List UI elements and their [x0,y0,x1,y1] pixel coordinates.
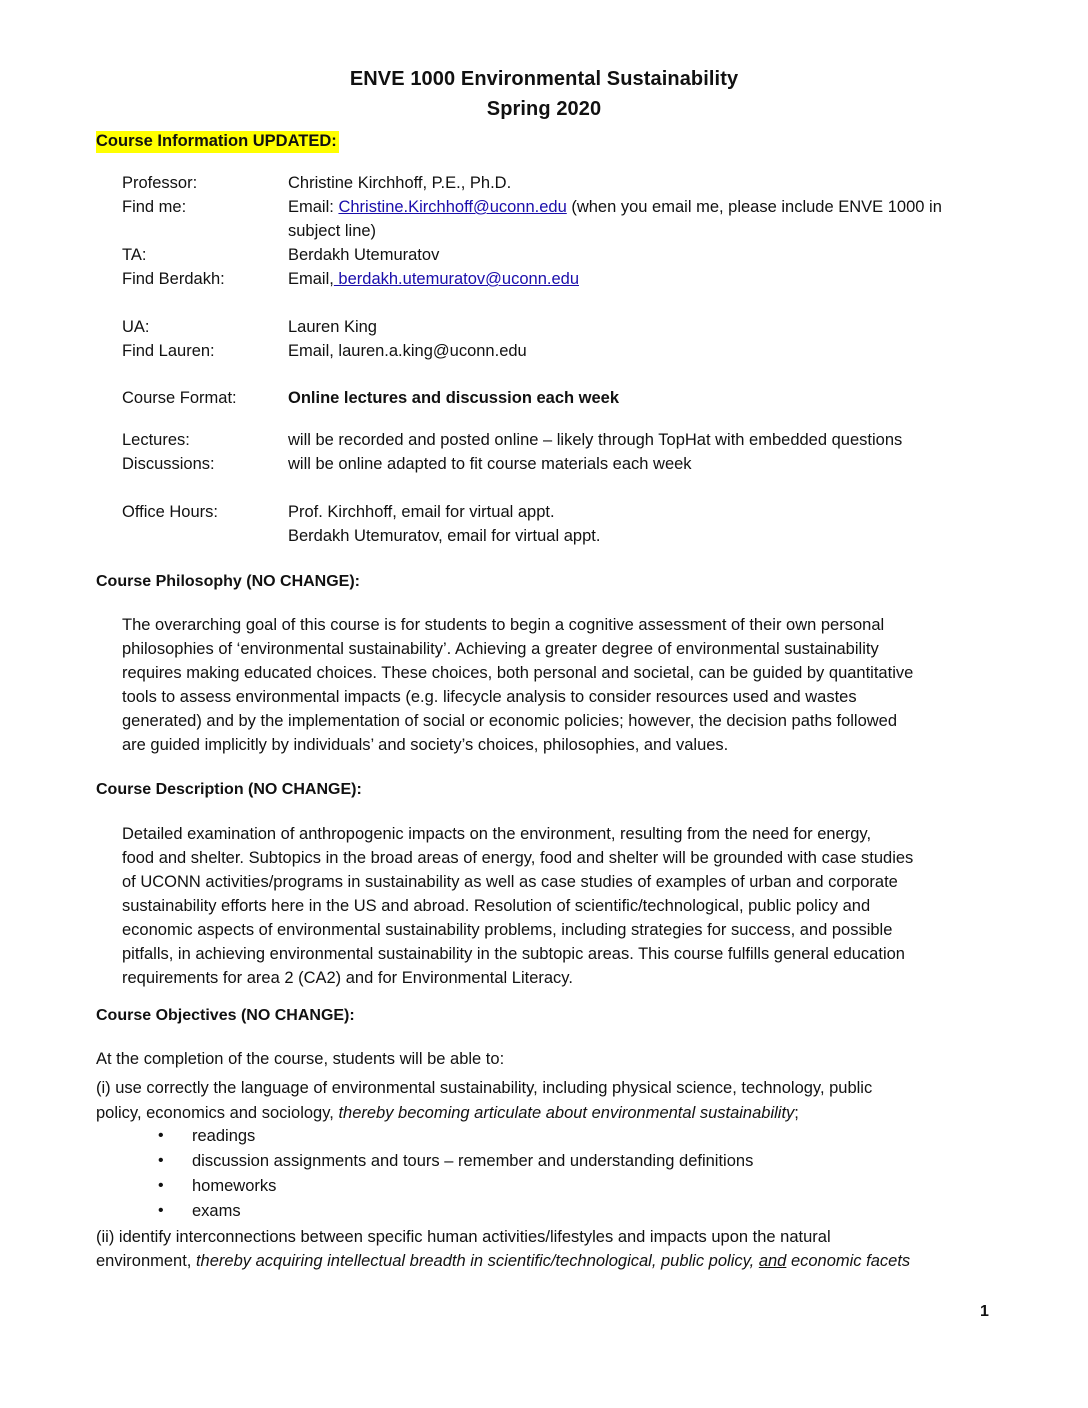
bullet-icon: • [158,1177,164,1194]
description-line: requirements for area 2 (CA2) and for Environmental Literacy. [122,969,573,987]
objective-1-text: policy, economics and sociology, [96,1104,339,1122]
course-format-label: Course Format: [122,389,237,407]
find-berdakh-value [288,268,579,290]
ta-label: TA: [122,246,147,264]
objective-1-line1: (i) use correctly the language of environmental sustainability, including physical science, technology, public [96,1079,873,1097]
philosophy-line: requires making educated choices. These choices, both personal and societal, can be guided by quantitative [122,664,914,682]
description-line: of UCONN activities/programs in sustainability as well as case studies of examples of urban and corporate [122,873,898,891]
find-berdakh-label: Find Berdakh: [122,270,225,288]
objective-1-bullet: discussion assignments and tours – remember and understanding definitions [192,1152,754,1170]
find-me-value [288,196,942,218]
objective-1-bullet: readings [192,1127,256,1145]
objective-2-text: environment, [96,1252,196,1270]
objective-2-line1: (ii) identify interconnections between specific human activities/lifestyles and impacts upon the natural [96,1228,831,1246]
philosophy-line: The overarching goal of this course is for students to begin a cognitive assessment of their own personal [122,616,885,634]
objective-2-emphasis-a: thereby acquiring intellectual breadth in scientific/technological, public policy, [195,1252,759,1270]
find-me-line2: subject line) [288,222,377,240]
ua-label: UA: [122,318,150,336]
description-line: sustainability efforts here in the US and abroad. Resolution of scientific/technological, public policy and [122,897,871,915]
objectives-intro: At the completion of the course, students will be able to: [96,1050,505,1068]
bullet-icon: • [158,1202,164,1219]
philosophy-line: tools to assess environmental impacts (e.g. lifecycle analysis to consider resources used and wastes [122,688,857,706]
objective-1-bullet: exams [192,1202,241,1220]
find-lauren-label: Find Lauren: [122,342,215,360]
philosophy-line: philosophies of ‘environmental sustainability’. Achieving a greater degree of environmental sustainability [122,640,879,658]
objective-1-bullet: homeworks [192,1177,277,1195]
page-number: 1 [980,1303,989,1320]
description-paragraph [122,822,913,990]
document-title: ENVE 1000 Environmental Sustainability [349,68,739,90]
description-line: economic aspects of environmental sustainability problems, including strategies for success, and possible [122,921,893,939]
office-hours-label: Office Hours: [122,503,218,521]
objective-2-line2 [96,1250,910,1272]
professor-label: Professor: [122,174,198,192]
ta-email-link[interactable]: berdakh.utemuratov@uconn.edu [333,270,579,288]
discussions-value: will be online adapted to fit course materials each week [288,455,692,473]
objectives-heading: Course Objectives (NO CHANGE): [96,1007,355,1024]
professor-email-link[interactable]: Christine.Kirchhoff@uconn.edu [338,198,567,216]
objective-2-emphasis-b: economic facets [786,1252,911,1270]
lectures-value: will be recorded and posted online – likely through TopHat with embedded questions [288,431,903,449]
objective-1-emphasis: thereby becoming articulate about environmental sustainability [338,1104,795,1122]
objective-1-end: ; [794,1104,799,1122]
find-berdakh-prefix: Email, [288,270,334,288]
philosophy-heading: Course Philosophy (NO CHANGE): [96,573,361,590]
ua-value: Lauren King [288,318,377,336]
find-me-suffix: (when you email me, please include ENVE 1000 in [566,198,942,216]
objective-1-line2 [96,1102,799,1124]
document-subtitle: Spring 2020 [486,98,602,120]
find-me-label: Find me: [122,198,187,216]
bullet-icon: • [158,1127,164,1144]
course-format-value: Online lectures and discussion each week [288,389,620,407]
ta-value: Berdakh Utemuratov [288,246,440,264]
philosophy-paragraph [122,613,913,757]
lectures-label: Lectures: [122,431,190,449]
bullet-icon: • [158,1152,164,1169]
description-line: pitfalls, in achieving environmental sustainability in the subtopic areas. This course fulfills general education [122,945,905,963]
professor-value: Christine Kirchhoff, P.E., Ph.D. [288,174,512,192]
description-heading: Course Description (NO CHANGE): [96,781,362,798]
office-hours-value-1: Prof. Kirchhoff, email for virtual appt. [288,503,555,521]
objective-2-underlined: and [758,1252,787,1270]
philosophy-line: generated) and by the implementation of social or economic policies; however, the decision paths followed [122,712,898,730]
description-line: food and shelter. Subtopics in the broad areas of energy, food and shelter will be grounded with case studies [122,849,914,867]
philosophy-line: are guided implicitly by individuals’ and society’s choices, philosophies, and values. [122,736,729,754]
find-me-prefix: Email: [288,198,339,216]
description-line: Detailed examination of anthropogenic impacts on the environment, resulting from the need for energy, [122,825,872,843]
discussions-label: Discussions: [122,455,215,473]
office-hours-value-2: Berdakh Utemuratov, email for virtual appt. [288,527,601,545]
course-info-heading: Course Information UPDATED: [96,131,339,153]
find-lauren-value: Email, lauren.a.king@uconn.edu [288,342,527,360]
